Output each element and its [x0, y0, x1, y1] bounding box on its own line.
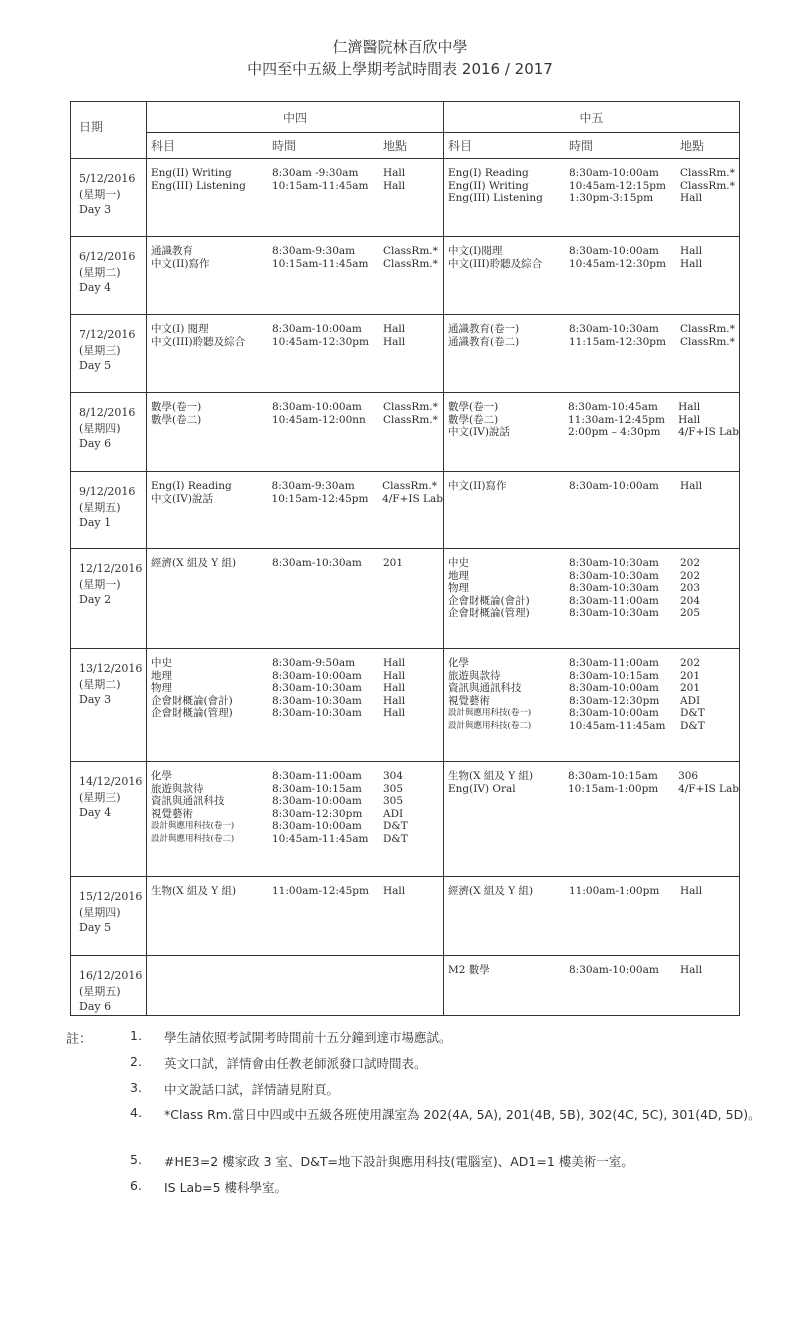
- exam-time: 10:45am-12:00nn: [272, 413, 366, 426]
- exam-subject: 設計與應用科技(卷二): [151, 833, 235, 844]
- exam-subject: 生物(X 組及 Y 組): [151, 885, 237, 897]
- form5-exams: [444, 956, 740, 1016]
- column-header-row: [71, 133, 740, 159]
- exam-subject: 物理: [448, 582, 469, 594]
- exam-time: 11:15am-12:30pm: [569, 335, 666, 348]
- note-text: *Class Rm.當日中四或中五級各班使用課室為 202(4A, 5A), 201(4B, 5B), 302(4C, 5C), 301(4D, 5D)。: [164, 1107, 761, 1122]
- exam-date: 16/12/2016: [79, 969, 143, 982]
- exam-time: 8:30am-10:15am: [567, 770, 658, 782]
- exam-date: 9/12/2016: [79, 485, 136, 498]
- exam-subject: 數學(卷二): [151, 413, 202, 426]
- form4-exams: [147, 315, 444, 393]
- cycle-day: Day 3: [79, 203, 112, 216]
- exam-venue: 4/F+IS Lab: [382, 492, 443, 505]
- weekday: (星期一): [79, 577, 121, 591]
- exam-time: 11:30am-12:45pm: [567, 413, 665, 426]
- exam-time: 8:30am-10:00am: [569, 682, 659, 694]
- exam-time: 10:45am-11:45am: [569, 719, 666, 732]
- exam-date: 6/12/2016: [79, 250, 136, 263]
- table-row: [71, 956, 740, 1016]
- note-number: 5.: [130, 1152, 142, 1167]
- exam-subject: 視覺藝術: [151, 807, 193, 820]
- exam-time: 10:15am-1:00pm: [567, 782, 659, 795]
- exam-time: 10:45am-12:15pm: [569, 179, 666, 192]
- exam-time: 8:30am-10:00am: [272, 820, 362, 832]
- cycle-day: Day 1: [79, 516, 112, 529]
- form4-exams: [147, 762, 444, 877]
- note-number: 3.: [130, 1080, 142, 1095]
- exam-time: 10:15am-11:45am: [272, 257, 369, 270]
- exam-subject: 資訊與通訊科技: [448, 682, 522, 694]
- weekday: (星期四): [79, 421, 121, 435]
- form4-subheader: [147, 133, 444, 159]
- exam-time: 8:30am-11:00am: [569, 594, 659, 607]
- cycle-day: Day 2: [79, 593, 112, 606]
- exam-venue: Hall: [383, 885, 406, 897]
- date-cell: [71, 956, 147, 1016]
- exam-subject: Eng(IV) Oral: [448, 782, 516, 795]
- exam-venue: D&T: [680, 719, 705, 732]
- exam-subject: M2 數學: [448, 964, 490, 976]
- exam-time: 8:30am-10:00am: [272, 669, 362, 682]
- cycle-day: Day 4: [79, 281, 112, 294]
- exam-venue: 202: [680, 657, 701, 669]
- form4-exams: [147, 472, 444, 549]
- exam-venue: 305: [383, 795, 404, 807]
- exam-time: 10:15am-12:45pm: [271, 492, 369, 505]
- exam-venue: Hall: [680, 885, 703, 897]
- exam-subject: 企會財概論(會計): [151, 694, 233, 707]
- exam-time: 8:30am-12:30pm: [569, 694, 660, 707]
- exam-time: 2:00pm – 4:30pm: [567, 426, 661, 438]
- note-text: 學生請依照考試開考時間前十五分鐘到達市場應試。: [164, 1030, 452, 1045]
- exam-subject: 通識教育: [151, 245, 193, 257]
- weekday: (星期一): [79, 187, 121, 201]
- exam-time: 8:30am-10:30am: [569, 582, 659, 594]
- form4-exams: [147, 237, 444, 315]
- form5-exams: [444, 393, 740, 472]
- weekday: (星期三): [79, 343, 121, 357]
- form5-exams: [444, 315, 740, 393]
- note-text: IS Lab=5 樓科學室。: [164, 1180, 288, 1195]
- venue-header: 地點: [383, 139, 408, 153]
- exam-venue: Hall: [383, 335, 406, 348]
- exam-venue: 305: [383, 782, 404, 795]
- exam-date: 14/12/2016: [79, 775, 143, 788]
- exam-time: 8:30am-10:45am: [567, 401, 658, 413]
- exam-venue: 204: [680, 594, 701, 607]
- exam-venue: Hall: [383, 707, 406, 719]
- note-number: 6.: [130, 1178, 142, 1193]
- exam-subject: 企會財概論(管理): [448, 607, 530, 619]
- exam-time: 11:00am-1:00pm: [569, 885, 660, 897]
- exam-subject: Eng(II) Writing: [448, 179, 529, 192]
- exam-venue: Hall: [680, 257, 703, 270]
- page-title: 中四至中五級上學期考試時間表 2016 / 2017: [247, 60, 553, 78]
- exam-subject: 中文(III)聆聽及綜合: [151, 335, 246, 348]
- exam-venue: ClassRm.*: [382, 480, 437, 492]
- table-row: [71, 472, 740, 549]
- form4-exams: [147, 956, 444, 1016]
- form5-subheader: [444, 133, 740, 159]
- form5-header: 中五: [444, 102, 740, 133]
- table-row: [71, 877, 740, 956]
- exam-time: 8:30am-10:00am: [569, 707, 659, 719]
- exam-date: 7/12/2016: [79, 328, 136, 341]
- exam-venue: 203: [680, 582, 701, 594]
- weekday: (星期三): [79, 790, 121, 804]
- exam-venue: D&T: [680, 707, 705, 719]
- weekday: (星期二): [79, 265, 121, 279]
- exam-time: 8:30am-10:00am: [272, 323, 362, 335]
- form5-exams: [444, 549, 740, 649]
- exam-time: 8:30am -9:30am: [272, 167, 359, 179]
- exam-date: 12/12/2016: [79, 562, 143, 575]
- exam-time: 8:30am-9:30am: [271, 480, 355, 492]
- exam-venue: 201: [383, 557, 404, 569]
- exam-venue: ClassRm.*: [383, 413, 438, 426]
- exam-subject: 數學(卷二): [448, 413, 499, 426]
- exam-venue: 304: [383, 770, 404, 782]
- form4-exams: [147, 159, 444, 237]
- exam-subject: 設計與應用科技(卷二): [448, 720, 532, 731]
- exam-subject: 化學: [448, 657, 469, 669]
- exam-time: 8:30am-10:30am: [272, 707, 362, 719]
- exam-subject: Eng(III) Listening: [151, 179, 246, 192]
- cycle-day: Day 3: [79, 693, 112, 706]
- subject-header: 科目: [448, 139, 473, 153]
- weekday: (星期五): [79, 500, 121, 514]
- exam-venue: 202: [680, 569, 701, 582]
- cycle-day: Day 6: [79, 437, 112, 450]
- date-cell: [71, 549, 147, 649]
- exam-venue: Hall: [383, 167, 406, 179]
- exam-subject: 地理: [151, 669, 172, 682]
- exam-subject: 設計與應用科技(卷一): [151, 821, 235, 831]
- exam-date: 8/12/2016: [79, 406, 136, 419]
- exam-venue: ADI: [383, 807, 404, 820]
- exam-time: 1:30pm-3:15pm: [569, 192, 654, 204]
- exam-venue: ClassRm.*: [383, 401, 438, 413]
- weekday: (星期五): [79, 984, 121, 998]
- note-text: 英文口試，詳情會由任教老師派發口試時間表。: [164, 1056, 427, 1071]
- exam-venue: Hall: [680, 192, 703, 204]
- date-cell: [71, 472, 147, 549]
- exam-time: 10:45am-12:30pm: [569, 257, 666, 270]
- exam-time: 11:00am-12:45pm: [272, 885, 369, 897]
- exam-time: 8:30am-11:00am: [569, 657, 659, 669]
- table-row: [71, 393, 740, 472]
- form5-exams: [444, 649, 740, 762]
- form4-exams: [147, 549, 444, 649]
- exam-subject: 中文(III)聆聽及綜合: [448, 257, 543, 270]
- exam-subject: 通識教育(卷二): [448, 335, 520, 348]
- exam-venue: 306: [678, 770, 699, 782]
- cycle-day: Day 4: [79, 806, 112, 819]
- note-text: #HE3=2 樓家政 3 室、D&T=地下設計與應用科技(電腦室)、AD1=1 樓美術一室。: [164, 1154, 634, 1169]
- exam-subject: 數學(卷一): [448, 401, 499, 413]
- exam-subject: Eng(II) Writing: [151, 167, 232, 179]
- exam-venue: ClassRm.*: [680, 167, 735, 179]
- date-cell: [71, 393, 147, 472]
- form5-exams: [444, 472, 740, 549]
- time-header: 時間: [272, 139, 297, 153]
- exam-subject: 中史: [448, 557, 469, 569]
- exam-venue: 202: [680, 557, 701, 569]
- exam-time: 8:30am-10:00am: [272, 401, 362, 413]
- exam-venue: 4/F+IS Lab: [678, 782, 739, 795]
- exam-subject: 中文(IV)說話: [448, 426, 510, 438]
- timetable-body: [71, 102, 740, 1016]
- table-row: [71, 237, 740, 315]
- note-number: 2.: [130, 1054, 142, 1069]
- exam-time: 8:30am-10:30am: [272, 557, 362, 569]
- exam-time: 8:30am-10:30am: [569, 569, 659, 582]
- exam-time: 8:30am-10:30am: [569, 557, 659, 569]
- exam-venue: ClassRm.*: [680, 335, 735, 348]
- exam-venue: Hall: [383, 323, 406, 335]
- exam-subject: 中文(I)閱理: [448, 245, 503, 257]
- exam-time: 8:30am-10:00am: [272, 795, 362, 807]
- exam-time: 8:30am-10:15am: [272, 782, 362, 795]
- exam-venue: Hall: [383, 669, 406, 682]
- form4-exams: [147, 393, 444, 472]
- exam-subject: 中文(I) 閱理: [151, 323, 209, 335]
- note-text: 中文說話口試，詳情請見附頁。: [164, 1082, 340, 1097]
- exam-venue: 201: [680, 669, 701, 682]
- exam-subject: 通識教育(卷一): [448, 323, 520, 335]
- exam-time: 10:45am-12:30pm: [272, 335, 369, 348]
- exam-subject: Eng(I) Reading: [151, 480, 232, 492]
- table-row: [71, 549, 740, 649]
- exam-subject: 中文(II)寫作: [151, 257, 210, 270]
- exam-venue: Hall: [678, 413, 701, 426]
- exam-subject: 設計與應用科技(卷一): [448, 708, 532, 718]
- exam-subject: 地理: [448, 569, 469, 582]
- date-cell: [71, 877, 147, 956]
- weekday: (星期四): [79, 905, 121, 919]
- venue-header: 地點: [680, 139, 705, 153]
- exam-subject: 中文(II)寫作: [448, 480, 507, 492]
- exam-venue: D&T: [383, 832, 408, 845]
- exam-venue: ADI: [680, 694, 701, 707]
- exam-time: 8:30am-10:30am: [272, 682, 362, 694]
- exam-venue: 205: [680, 607, 701, 619]
- exam-venue: Hall: [383, 657, 406, 669]
- exam-time: 8:30am-10:30am: [569, 323, 659, 335]
- exam-subject: 化學: [151, 770, 172, 782]
- exam-date: 5/12/2016: [79, 172, 136, 185]
- exam-subject: 經濟(X 組及 Y 組): [151, 557, 237, 569]
- exam-venue: Hall: [680, 245, 703, 257]
- exam-venue: 4/F+IS Lab: [678, 426, 739, 438]
- exam-time: 10:45am-11:45am: [272, 832, 369, 845]
- group-header-row: [71, 102, 740, 133]
- exam-venue: 201: [680, 682, 701, 694]
- form5-exams: [444, 762, 740, 877]
- date-cell: [71, 762, 147, 877]
- exam-subject: 數學(卷一): [151, 401, 202, 413]
- form4-header: 中四: [147, 102, 444, 133]
- exam-subject: 生物(X 組及 Y 組): [448, 770, 534, 782]
- exam-subject: 旅遊與款待: [151, 782, 204, 795]
- subject-header: 科目: [151, 139, 176, 153]
- exam-venue: Hall: [678, 401, 701, 413]
- cycle-day: Day 5: [79, 921, 112, 934]
- table-row: [71, 649, 740, 762]
- date-cell: [71, 315, 147, 393]
- exam-time: 8:30am-10:00am: [569, 167, 659, 179]
- date-column-header: 日期: [71, 102, 147, 159]
- exam-venue: ClassRm.*: [383, 245, 438, 257]
- exam-time: 8:30am-11:00am: [272, 770, 362, 782]
- school-name: 仁濟醫院林百欣中學: [332, 38, 468, 56]
- exam-subject: Eng(III) Listening: [448, 192, 543, 204]
- date-cell: [71, 237, 147, 315]
- note-number: 4.: [130, 1105, 142, 1120]
- exam-venue: Hall: [680, 964, 703, 976]
- weekday: (星期二): [79, 677, 121, 691]
- cycle-day: Day 6: [79, 1000, 112, 1013]
- exam-venue: ClassRm.*: [680, 323, 735, 335]
- exam-time: 8:30am-10:30am: [272, 694, 362, 707]
- exam-venue: Hall: [383, 179, 406, 192]
- exam-date: 13/12/2016: [79, 662, 143, 675]
- exam-venue: ClassRm.*: [383, 257, 438, 270]
- exam-subject: 中史: [151, 657, 172, 669]
- notes-label: 註：: [66, 1032, 93, 1047]
- exam-venue: Hall: [383, 682, 406, 694]
- exam-subject: 經濟(X 組及 Y 組): [448, 885, 534, 897]
- form4-exams: [147, 877, 444, 956]
- exam-subject: 資訊與通訊科技: [151, 795, 225, 807]
- table-row: [71, 159, 740, 237]
- exam-subject: 視覺藝術: [448, 694, 490, 707]
- exam-subject: 旅遊與款待: [448, 669, 501, 682]
- exam-subject: 物理: [151, 682, 172, 694]
- exam-subject: 中文(IV)說話: [151, 492, 213, 505]
- exam-time: 8:30am-12:30pm: [272, 807, 363, 820]
- exam-subject: Eng(I) Reading: [448, 167, 529, 179]
- form5-exams: [444, 237, 740, 315]
- cycle-day: Day 5: [79, 359, 112, 372]
- exam-date: 15/12/2016: [79, 890, 143, 903]
- exam-venue: Hall: [383, 694, 406, 707]
- table-row: [71, 762, 740, 877]
- exam-time: 8:30am-10:00am: [569, 245, 659, 257]
- exam-time: 8:30am-9:30am: [272, 245, 356, 257]
- note-number: 1.: [130, 1028, 142, 1043]
- date-cell: [71, 649, 147, 762]
- exam-time: 8:30am-10:00am: [569, 480, 659, 492]
- form5-exams: [444, 159, 740, 237]
- exam-time: 10:15am-11:45am: [272, 179, 369, 192]
- exam-venue: D&T: [383, 820, 408, 832]
- exam-time: 8:30am-10:30am: [569, 607, 659, 619]
- exam-venue: ClassRm.*: [680, 179, 735, 192]
- form5-exams: [444, 877, 740, 956]
- exam-subject: 企會財概論(會計): [448, 594, 530, 607]
- time-header: 時間: [569, 139, 594, 153]
- exam-venue: Hall: [680, 480, 703, 492]
- exam-time: 8:30am-10:00am: [569, 964, 659, 976]
- exam-time: 8:30am-10:15am: [569, 669, 659, 682]
- exam-timetable: [70, 101, 740, 1016]
- form4-exams: [147, 649, 444, 762]
- date-cell: [71, 159, 147, 237]
- table-row: [71, 315, 740, 393]
- exam-subject: 企會財概論(管理): [151, 707, 233, 719]
- exam-time: 8:30am-9:50am: [272, 657, 356, 669]
